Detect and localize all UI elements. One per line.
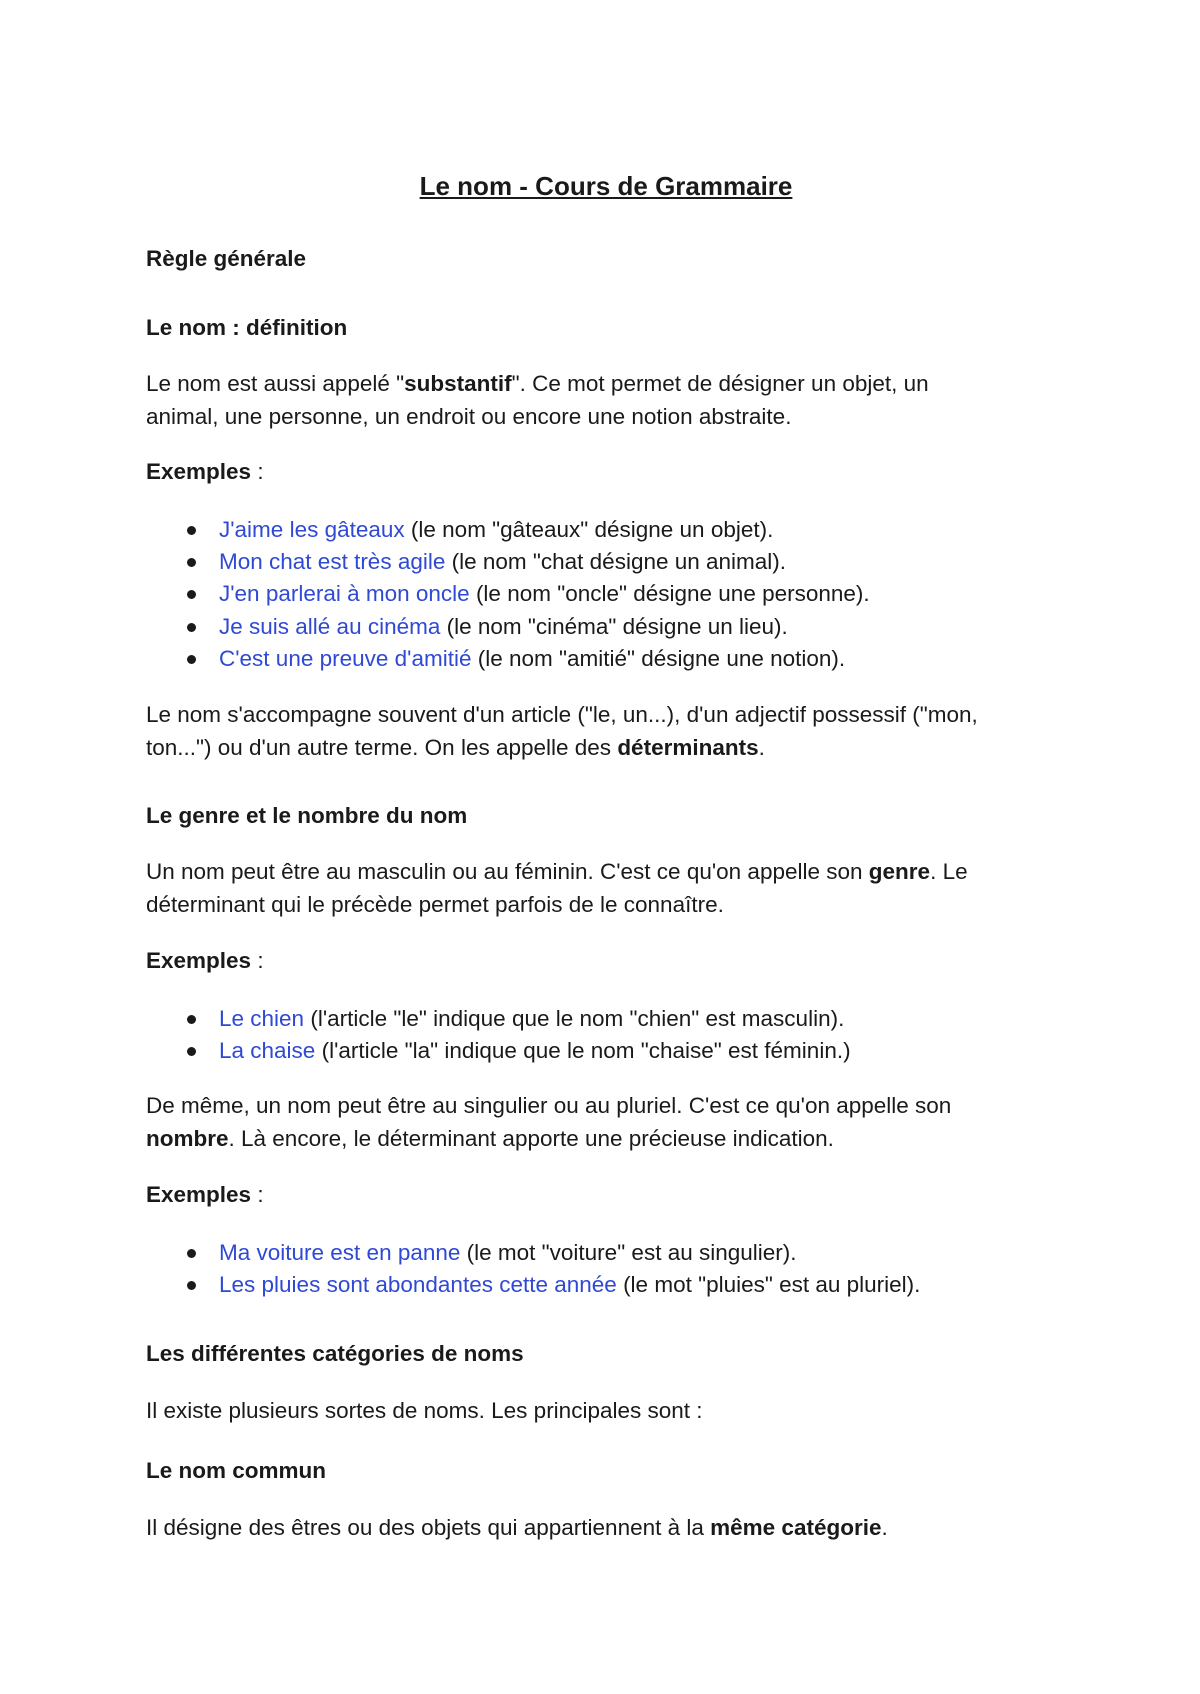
exemples-bold: Exemples — [146, 948, 252, 973]
genre-line-1 — [146, 856, 968, 889]
nombre-line-1: De même, un nom peut être au singulier ou au pluriel. C'est ce qu'on appelle son — [146, 1093, 952, 1118]
bullet-icon — [187, 1047, 196, 1056]
list-item — [146, 643, 870, 675]
colon: : — [251, 1182, 264, 1207]
example-text: Les pluies sont abondantes cette année — [219, 1272, 617, 1298]
exemples-label-2 — [146, 945, 264, 978]
genre-line-2: déterminant qui le précède permet parfois de le connaître. — [146, 891, 724, 917]
list-item — [146, 1003, 851, 1035]
determinants-line-1: Le nom s'accompagne souvent d'un article ("le, un...), d'un adjectif possessif ("mon, — [146, 702, 978, 727]
list-item — [146, 578, 870, 610]
colon: : — [251, 948, 264, 973]
genre-paragraph — [146, 856, 968, 921]
example-note: (le nom "oncle" désigne une personne). — [469, 581, 870, 607]
heading-regle-generale: Règle générale — [146, 246, 307, 271]
text: . Là encore, le déterminant apporte une précieuse indication. — [228, 1125, 834, 1151]
nom-commun-paragraph — [146, 1512, 888, 1545]
example-text: La chaise — [219, 1038, 316, 1064]
text: ". Ce mot permet de désigner un objet, un — [511, 371, 929, 396]
bullet-icon — [187, 558, 196, 567]
text: . — [758, 734, 765, 760]
text: . — [881, 1515, 888, 1540]
exemples-label-1 — [146, 456, 264, 489]
term-substantif: substantif — [404, 371, 512, 396]
example-text: Le chien — [219, 1006, 305, 1031]
definition-paragraph — [146, 368, 929, 433]
term-nombre: nombre — [146, 1125, 229, 1151]
bullet-icon — [187, 590, 196, 599]
bullet-icon — [187, 1015, 196, 1024]
example-text: Je suis allé au cinéma — [219, 613, 441, 639]
heading-categories: Les différentes catégories de noms — [146, 1341, 524, 1366]
determinants-line-2 — [146, 732, 978, 765]
text: . Le — [930, 859, 968, 884]
example-note: (l'article "la" indique que le nom "chaise" est féminin.) — [315, 1038, 851, 1064]
example-text: Ma voiture est en panne — [219, 1240, 461, 1265]
exemples-bold: Exemples — [146, 459, 252, 484]
bullet-icon — [187, 623, 196, 632]
list-item — [146, 1237, 920, 1269]
example-text: C'est une preuve d'amitié — [219, 645, 472, 671]
exemples-label-3 — [146, 1179, 264, 1212]
nombre-example-list — [146, 1237, 920, 1301]
example-note: (le nom "chat désigne un animal). — [445, 549, 787, 575]
text: Il désigne des êtres ou des objets qui appartiennent à la — [146, 1515, 711, 1540]
definition-line-2: animal, une personne, un endroit ou encore une notion abstraite. — [146, 403, 792, 429]
example-text: J'en parlerai à mon oncle — [219, 581, 470, 607]
text: Le nom est aussi appelé " — [146, 371, 405, 396]
term-genre: genre — [868, 859, 931, 884]
example-note: (le nom "cinéma" désigne un lieu). — [440, 613, 788, 639]
example-note: (le nom "amitié" désigne une notion). — [471, 645, 846, 671]
bullet-icon — [187, 1281, 196, 1290]
determinants-paragraph — [146, 699, 978, 764]
bullet-icon — [187, 526, 196, 535]
page-title: Le nom - Cours de Grammaire — [419, 171, 793, 201]
heading-genre-nombre: Le genre et le nombre du nom — [146, 803, 468, 828]
term-meme-categorie: même catégorie — [710, 1515, 882, 1540]
nombre-line-2 — [146, 1123, 951, 1156]
heading-nom-commun: Le nom commun — [146, 1458, 327, 1483]
text: Un nom peut être au masculin ou au féminin. C'est ce qu'on appelle son — [146, 859, 869, 884]
example-note: (le nom "gâteaux" désigne un objet). — [404, 517, 774, 542]
example-text: J'aime les gâteaux — [219, 517, 405, 542]
definition-example-list — [146, 514, 870, 675]
categories-intro: Il existe plusieurs sortes de noms. Les principales sont : — [146, 1398, 703, 1423]
term-determinants: déterminants — [617, 734, 759, 760]
example-note: (le mot "pluies" est au pluriel). — [616, 1272, 921, 1298]
list-item — [146, 1269, 920, 1301]
bullet-icon — [187, 655, 196, 664]
text: ton...") ou d'un autre terme. On les appelle des — [146, 734, 618, 760]
list-item — [146, 1035, 851, 1067]
heading-definition: Le nom : définition — [146, 315, 348, 340]
list-item — [146, 546, 870, 578]
bullet-icon — [187, 1249, 196, 1258]
list-item — [146, 514, 870, 546]
nombre-paragraph — [146, 1090, 951, 1155]
example-note: (le mot "voiture" est au singulier). — [460, 1240, 797, 1265]
colon: : — [251, 459, 264, 484]
exemples-bold: Exemples — [146, 1182, 252, 1207]
example-note: (l'article "le" indique que le nom "chien" est masculin). — [304, 1006, 845, 1031]
genre-example-list — [146, 1003, 851, 1067]
list-item — [146, 611, 870, 643]
example-text: Mon chat est très agile — [219, 549, 446, 575]
definition-line-1 — [146, 368, 929, 401]
